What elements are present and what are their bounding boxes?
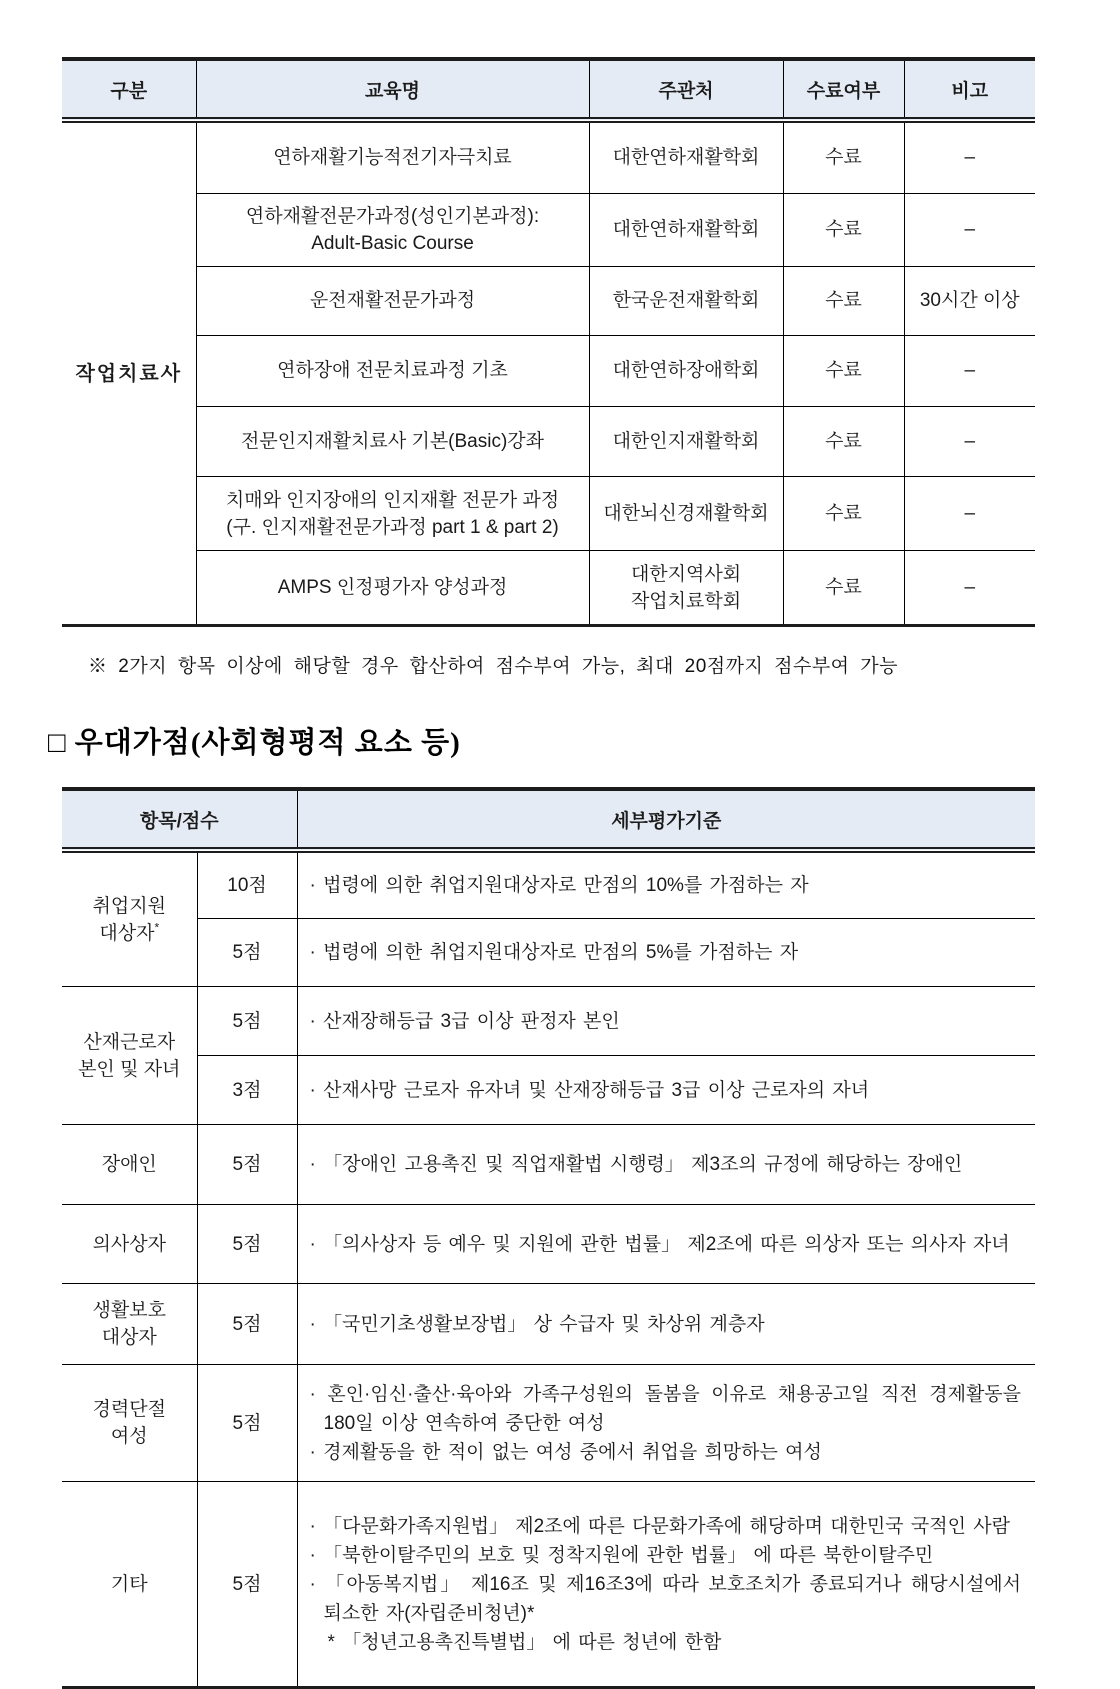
table-row — [62, 477, 1035, 551]
score-value: 5점 — [197, 1125, 297, 1205]
organizer: 대한인지재활학회 — [589, 407, 783, 477]
points-table-header-row — [62, 789, 1035, 850]
preferential-points-table — [62, 787, 1035, 1689]
footnote-max-points: ※ 2가지 항목 이상에 해당할 경우 합산하여 점수부여 가능, 최대 20점까지 점수부여 가능 — [88, 656, 899, 677]
table-row — [62, 1482, 1035, 1688]
score-value: 5점 — [197, 1284, 297, 1365]
remarks: – — [904, 407, 1035, 477]
remarks: – — [904, 477, 1035, 551]
item-career-interrupted-women: 경력단절 여성 — [62, 1365, 197, 1482]
item-disabled-person: 장애인 — [62, 1125, 197, 1205]
header-completion: 수료여부 — [783, 59, 904, 120]
header-item-score: 항목/점수 — [62, 789, 297, 850]
table-row — [62, 336, 1035, 407]
course-name: 연하재활전문가과정(성인기본과정): Adult-Basic Course — [196, 194, 589, 267]
organizer: 한국운전재활학회 — [589, 267, 783, 336]
header-category: 구분 — [62, 59, 196, 120]
criteria-cell: · 「의사상자 등 예우 및 지원에 관한 법률」 제2조에 따른 의상자 또는 의사자 자녀 — [297, 1205, 1035, 1284]
criteria-cell: · 산재장해등급 3급 이상 판정자 본인 — [297, 987, 1035, 1056]
table-row — [62, 1284, 1035, 1365]
score-value: 5점 — [197, 1205, 297, 1284]
header-course: 교육명 — [196, 59, 589, 120]
criteria-cell: · 법령에 의한 취업지원대상자로 만점의 5%를 가점하는 자 — [297, 919, 1035, 987]
criteria-cell: · 「다문화가족지원법」 제2조에 따른 다문화가족에 해당하며 대한민국 국적인 사람 · 「북한이탈주민의 보호 및 정착지원에 관한 법률」 에 따른 북한이탈주민 · 「아동복지법」 제16조 및 제16조3에 따라 보호조치가 종료되거나 해당시설에서 퇴소한 자(자립준비청년)* * 「청년고용촉진특별법」 에 따른 청년에 한함 — [297, 1482, 1035, 1688]
score-value: 5점 — [197, 1482, 297, 1688]
score-value: 5점 — [197, 987, 297, 1056]
score-value: 10점 — [197, 850, 297, 919]
item-livelihood-protection: 생활보호 대상자 — [62, 1284, 197, 1365]
item-others: 기타 — [62, 1482, 197, 1688]
item-employment-support-target: 취업지원 대상자* — [62, 850, 197, 987]
item-industrial-accident-worker: 산재근로자 본인 및 자녀 — [62, 987, 197, 1125]
table-row — [62, 1125, 1035, 1205]
table-row — [62, 194, 1035, 267]
organizer: 대한뇌신경재활학회 — [589, 477, 783, 551]
score-value: 5점 — [197, 919, 297, 987]
remarks: – — [904, 194, 1035, 267]
course-name: AMPS 인정평가자 양성과정 — [196, 551, 589, 626]
header-organizer: 주관처 — [589, 59, 783, 120]
completion-status: 수료 — [783, 267, 904, 336]
course-name: 연하장애 전문치료과정 기초 — [196, 336, 589, 407]
header-remarks: 비고 — [904, 59, 1035, 120]
item-righteous-person: 의사상자 — [62, 1205, 197, 1284]
completion-status: 수료 — [783, 477, 904, 551]
header-criteria: 세부평가기준 — [297, 789, 1035, 850]
table-row — [62, 850, 1035, 919]
organizer: 대한지역사회 작업치료학회 — [589, 551, 783, 626]
document-content — [48, 0, 1035, 1689]
table-row — [62, 1365, 1035, 1482]
completion-status: 수료 — [783, 407, 904, 477]
criteria-cell: · 「장애인 고용촉진 및 직업재활법 시행령」 제3조의 규정에 해당하는 장애인 — [297, 1125, 1035, 1205]
completion-status: 수료 — [783, 120, 904, 194]
section-title-preferential-points: □ 우대가점(사회형평적 요소 등) — [48, 727, 461, 759]
table-row — [62, 407, 1035, 477]
course-name: 운전재활전문가과정 — [196, 267, 589, 336]
organizer: 대한연하재활학회 — [589, 120, 783, 194]
table-row — [62, 1056, 1035, 1125]
table-row — [62, 919, 1035, 987]
completion-status: 수료 — [783, 551, 904, 626]
table-row — [62, 267, 1035, 336]
table-row — [62, 1205, 1035, 1284]
criteria-cell: · 법령에 의한 취업지원대상자로 만점의 10%를 가점하는 자 — [297, 850, 1035, 919]
education-table — [62, 57, 1035, 627]
remarks: – — [904, 120, 1035, 194]
course-name: 치매와 인지장애의 인지재활 전문가 과정 (구. 인지재활전문가과정 part 1 & part 2) — [196, 477, 589, 551]
course-name: 연하재활기능적전기자극치료 — [196, 120, 589, 194]
remarks: – — [904, 551, 1035, 626]
table-row — [62, 987, 1035, 1056]
table-row — [62, 120, 1035, 194]
remarks: – — [904, 336, 1035, 407]
remarks: 30시간 이상 — [904, 267, 1035, 336]
score-value: 5점 — [197, 1365, 297, 1482]
completion-status: 수료 — [783, 194, 904, 267]
education-table-header-row — [62, 59, 1035, 120]
criteria-cell: · 혼인·임신·출산·육아와 가족구성원의 돌봄을 이유로 채용공고일 직전 경제활동을 180일 이상 연속하여 중단한 여성 · 경제활동을 한 적이 없는 여성 중에서 취업을 희망하는 여성 — [297, 1365, 1035, 1482]
course-name: 전문인지재활치료사 기본(Basic)강좌 — [196, 407, 589, 477]
table-row — [62, 551, 1035, 626]
criteria-cell: · 「국민기초생활보장법」 상 수급자 및 차상위 계층자 — [297, 1284, 1035, 1365]
group-label-occupational-therapist: 작업치료사 — [62, 120, 196, 626]
criteria-cell: · 산재사망 근로자 유자녀 및 산재장해등급 3급 이상 근로자의 자녀 — [297, 1056, 1035, 1125]
footnote-youth-definition: * 「청년고용촉진특별법」 에 따른 청년에 한함 — [327, 1631, 722, 1653]
score-value: 3점 — [197, 1056, 297, 1125]
organizer: 대한연하장애학회 — [589, 336, 783, 407]
completion-status: 수료 — [783, 336, 904, 407]
asterisk-marker: * — [154, 920, 160, 935]
organizer: 대한연하재활학회 — [589, 194, 783, 267]
